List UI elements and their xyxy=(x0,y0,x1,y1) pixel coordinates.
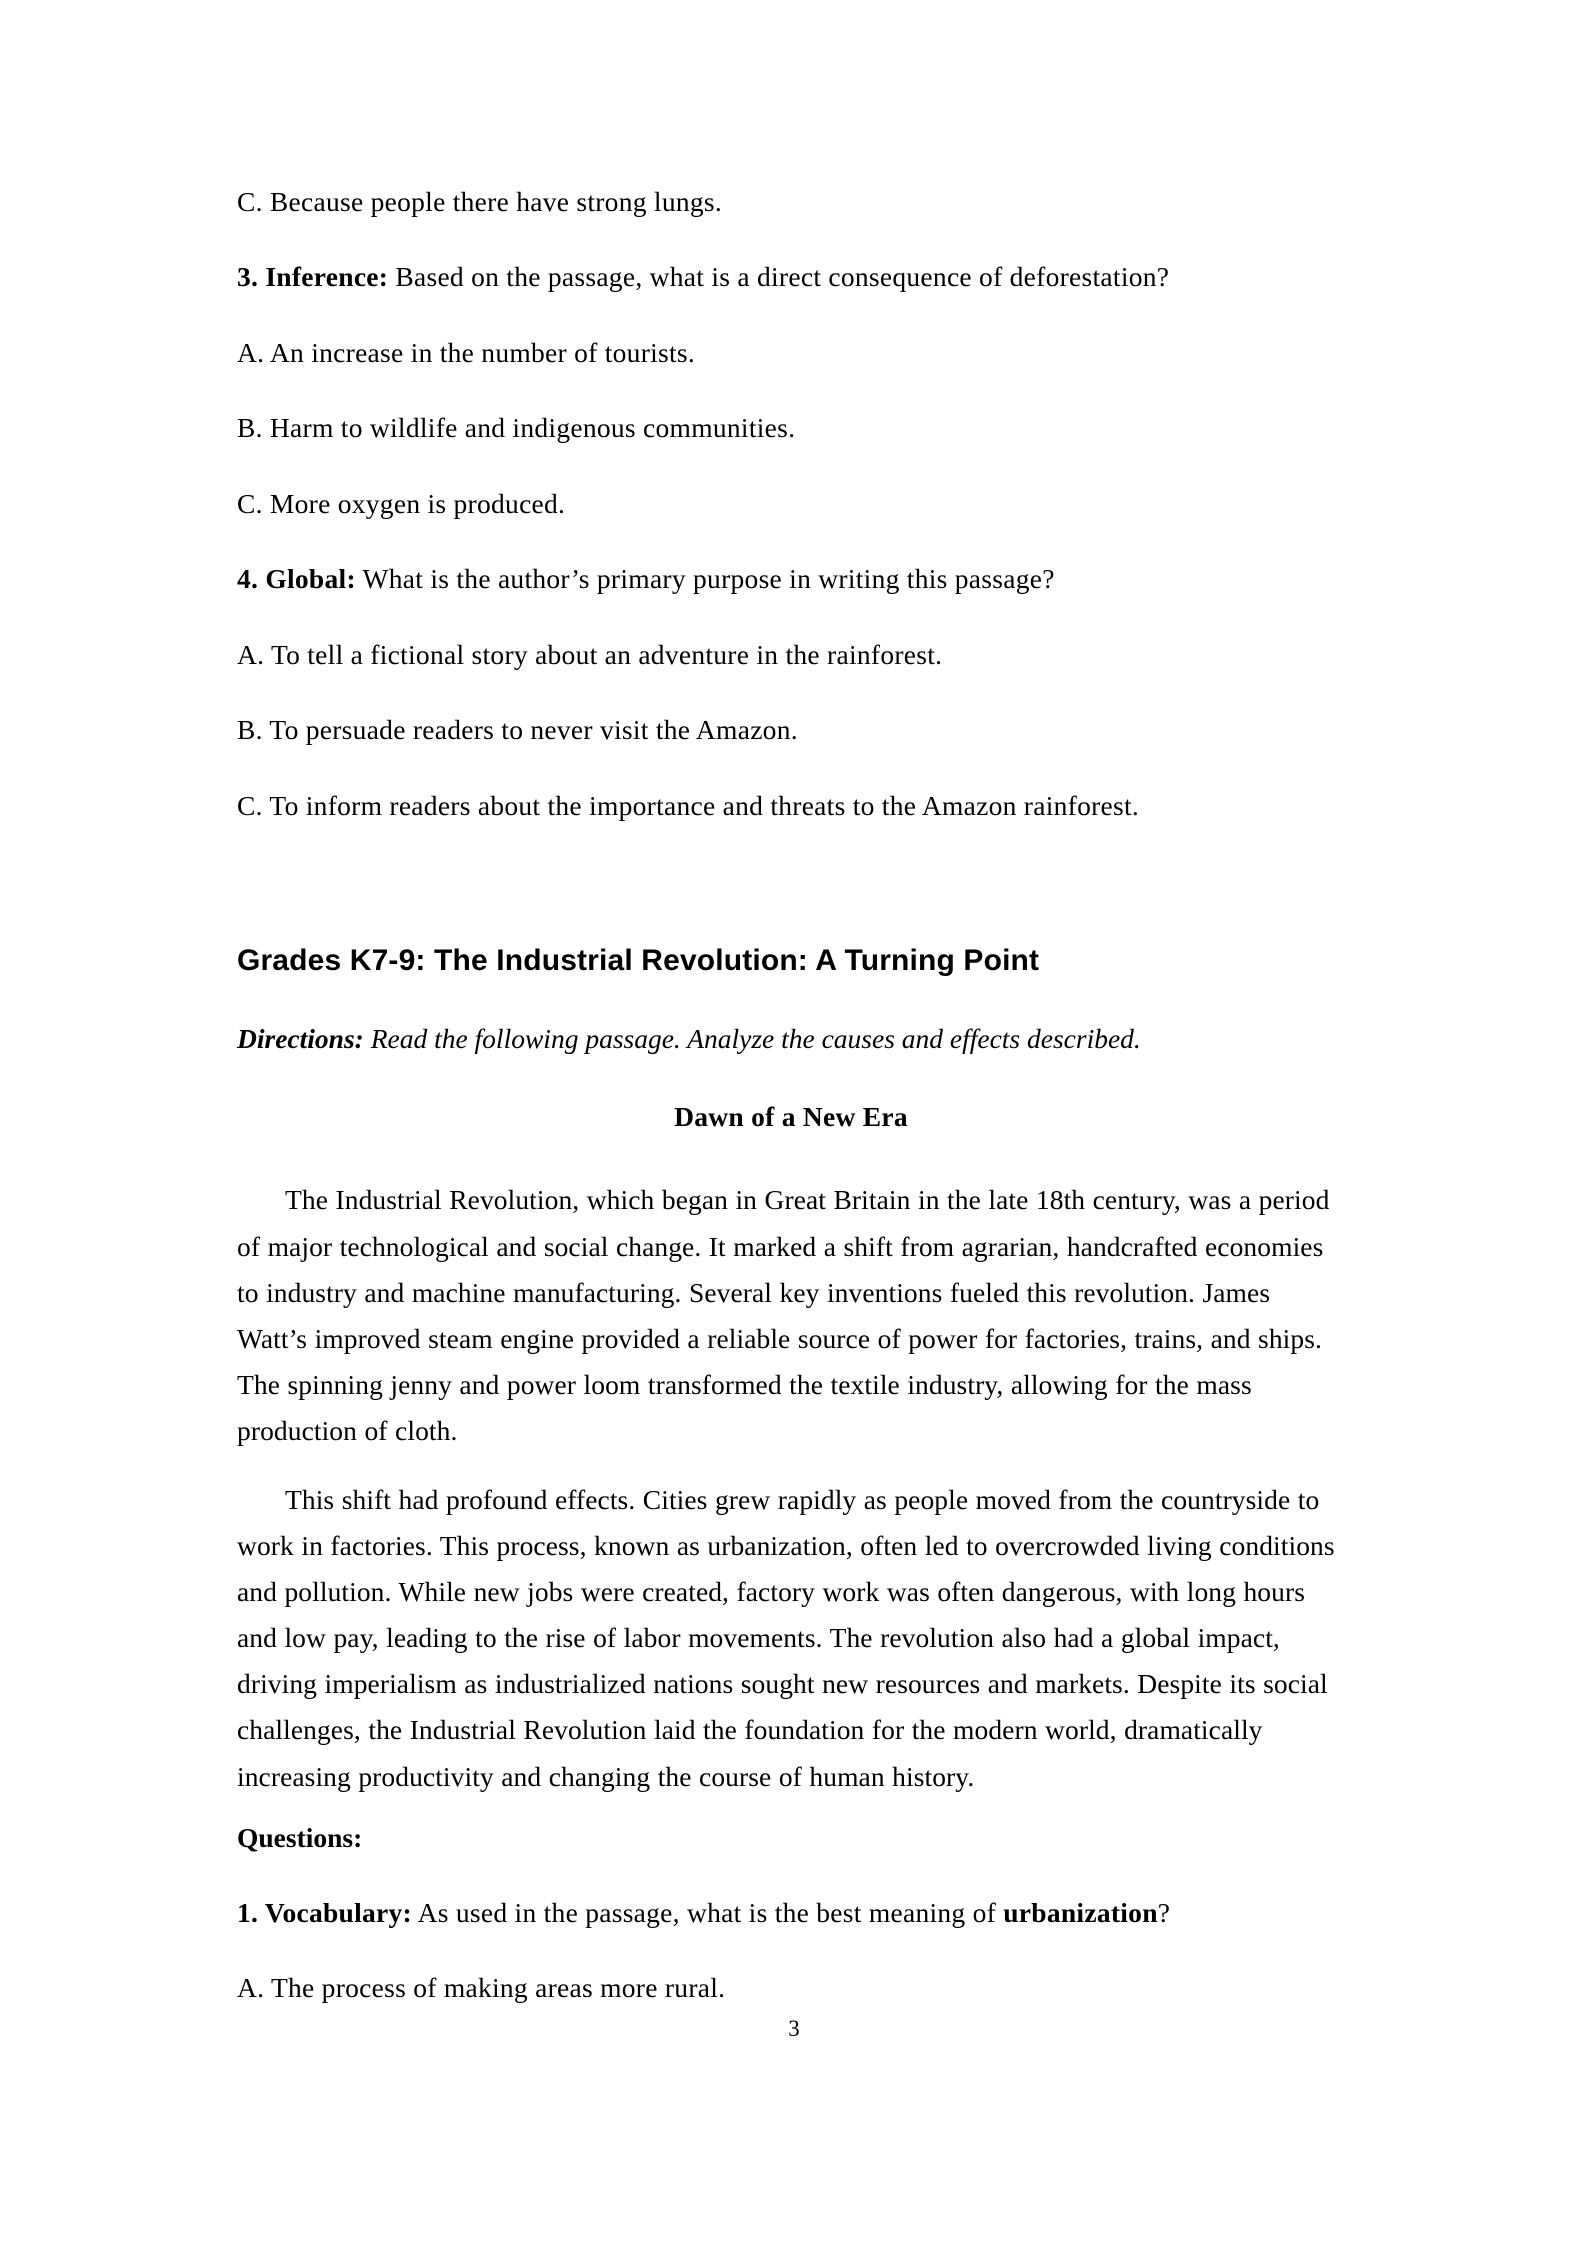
trailing-option-c: C. Because people there have strong lungs. xyxy=(237,186,723,217)
question-1-term: urbanization xyxy=(1003,1896,1158,1928)
question-1-prompt-before: As used in the passage, what is the best meaning of xyxy=(412,1896,1004,1928)
question-4-option-c: C. To inform readers about the importance and threats to the Amazon rainforest. xyxy=(237,789,1140,821)
question-3-option-a: A. An increase in the number of tourists. xyxy=(237,336,696,368)
directions xyxy=(237,1023,1345,1055)
section-heading: Grades K7-9: The Industrial Revolution: A Turning Point xyxy=(237,943,1040,977)
section-spacer xyxy=(237,865,1345,943)
passage-paragraph-2: This shift had profound effects. Cities grew rapidly as people moved from the countryside to work in factories. This process, known as urbanization, often led to overcrowded living conditions and pollution. While new jobs were created, factory work was often dangerous, with long hours and low pay, leading to the rise of labor movements. The revolution also had a global impact, driving imperialism as industrialized nations sought new resources and markets. Despite its social challenges, the Industrial Revolution laid the foundation for the modern world, dramatically increasing productivity and changing the course of human history. xyxy=(237,1483,1335,1792)
question-4-label: 4. Global: xyxy=(237,563,356,595)
passage-paragraph-1: The Industrial Revolution, which began in Great Britain in the late 18th century, was a period of major technological and social change. It marked a shift from agrarian, handcrafted economies to industry and machine manufacturing. Several key inventions fueled this revolution. James Watt’s improved steam engine provided a reliable source of power for factories, trains, and ships. The spinning jenny and power loom transformed the textile industry, allowing for the mass production of cloth. xyxy=(237,1184,1330,1447)
page-content xyxy=(237,186,1345,2005)
question-3-option-c: C. More oxygen is produced. xyxy=(237,487,566,519)
question-1 xyxy=(237,1897,1345,1929)
question-4-option-b: B. To persuade readers to never visit the Amazon. xyxy=(237,714,798,746)
questions-label: Questions: xyxy=(237,1821,363,1853)
question-3-label: 3. Inference: xyxy=(237,261,389,293)
directions-text: Read the following passage. Analyze the causes and effects described. xyxy=(363,1022,1141,1054)
question-3-prompt: Based on the passage, what is a direct consequence of deforestation? xyxy=(388,261,1170,293)
question-1-prompt-after: ? xyxy=(1157,1896,1171,1928)
question-4-prompt: What is the author’s primary purpose in writing this passage? xyxy=(355,563,1055,595)
question-3 xyxy=(237,261,1345,293)
passage-title: Dawn of a New Era xyxy=(674,1101,908,1133)
directions-label: Directions: xyxy=(237,1022,364,1054)
question-1-label: 1. Vocabulary: xyxy=(237,1896,412,1928)
page-number: 3 xyxy=(788,2016,800,2041)
question-3-option-b: B. Harm to wildlife and indigenous communities. xyxy=(237,412,796,444)
question-1-option-a: A. The process of making areas more rural. xyxy=(237,1972,726,2004)
question-4-option-a: A. To tell a fictional story about an adventure in the rainforest. xyxy=(237,638,943,670)
question-4 xyxy=(237,563,1345,595)
